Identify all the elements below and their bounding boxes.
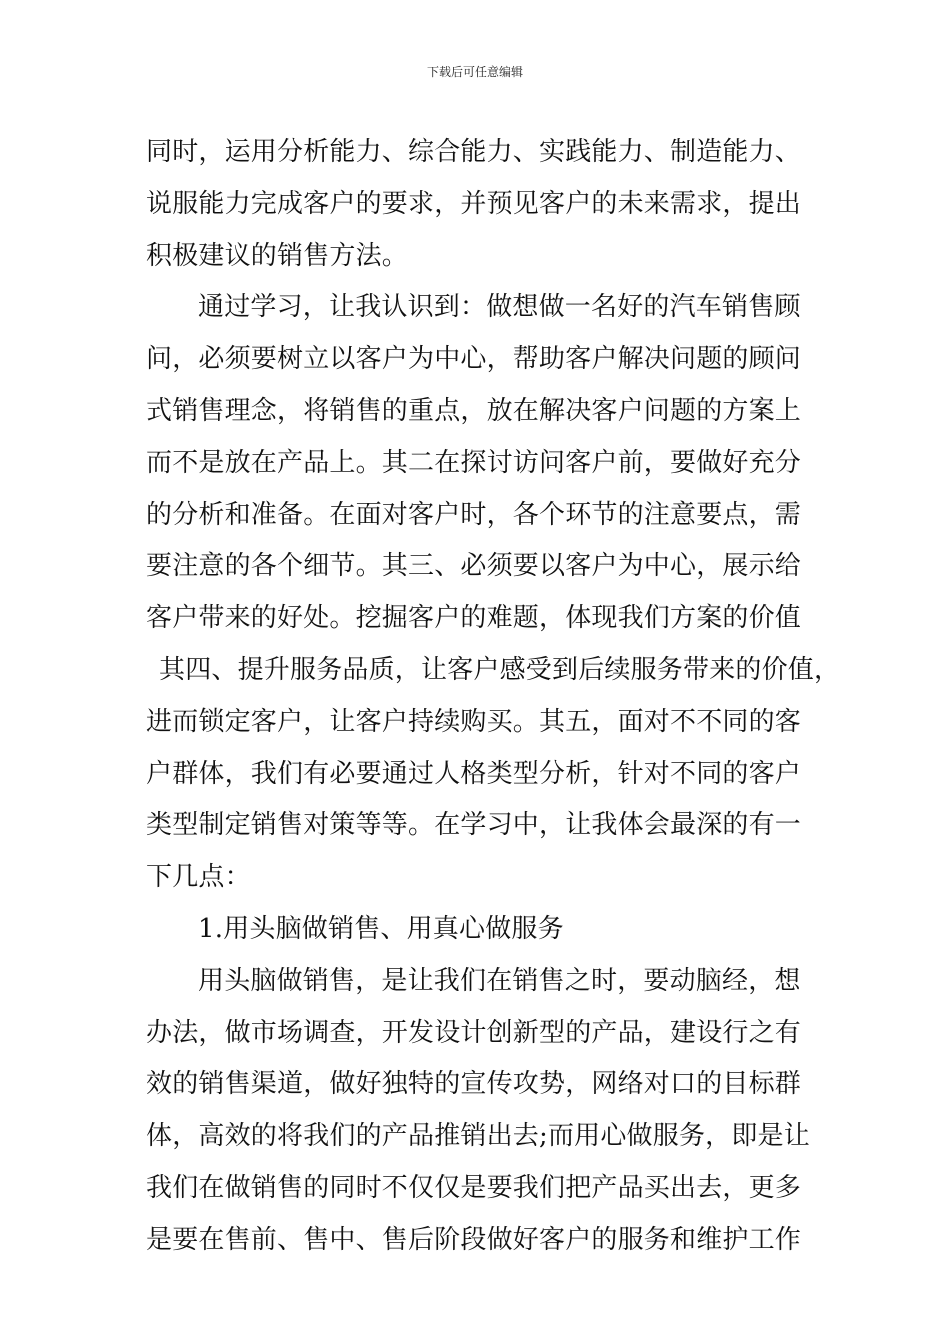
paragraph-line: 是要在售前、售中、售后阶段做好客户的服务和维护工作 (146, 1224, 802, 1255)
paragraph-line: 说服能力完成客户的要求，并预见客户的未来需求，提出 (146, 188, 802, 219)
paragraph-line: 问，必须要树立以客户为中心，帮助客户解决问题的顾问 (146, 344, 802, 375)
page-header-note: 下载后可任意编辑 (426, 65, 523, 79)
paragraph-line: 客户带来的好处。挖掘客户的难题，体现我们方案的价值 (146, 603, 802, 634)
paragraph-line: 用头脑做销售，是让我们在销售之时，要动脑经，想 (198, 965, 801, 996)
paragraph-line: 式销售理念，将销售的重点，放在解决客户问题的方案上 (146, 395, 802, 426)
paragraph-line: 办法，做市场调查，开发设计创新型的产品，建设行之有 (146, 1017, 802, 1048)
paragraph-line: 积极建议的销售方法。 (146, 240, 409, 271)
paragraph-line: 类型制定销售对策等等。在学习中，让我体会最深的有一 (146, 810, 802, 841)
paragraph-line: 体，高效的将我们的产品推销出去;而用心做服务，即是让 (146, 1121, 810, 1152)
paragraph-line: 通过学习，让我认识到：做想做一名好的汽车销售顾 (198, 292, 801, 323)
paragraph-line: 的分析和准备。在面对客户时，各个环节的注意要点，需 (146, 499, 802, 530)
paragraph-line: 进而锁定客户，让客户持续购买。其五，面对不不同的客 (146, 706, 802, 737)
body-text (146, 127, 841, 1267)
paragraph-line: 要注意的各个细节。其三、必须要以客户为中心，展示给 (146, 551, 802, 582)
paragraph-line: 下几点： (146, 862, 251, 893)
paragraph-line: 户群体，我们有必要通过人格类型分析，针对不同的客户 (146, 758, 802, 789)
paragraph-line: 同时，运用分析能力、综合能力、实践能力、制造能力、 (146, 137, 802, 167)
paragraph-line: 而不是放在产品上。其二在探讨访问客户前，要做好充分 (146, 447, 802, 478)
paragraph-line: 我们在做销售的同时不仅仅是要我们把产品买出去，更多 (146, 1172, 802, 1203)
section-heading: 1.用头脑做销售、用真心做服务 (198, 913, 564, 944)
paragraph-line: 其四、提升服务品质，让客户感受到后续服务带来的价值， (159, 654, 841, 685)
paragraph-line: 效的销售渠道，做好独特的宣传攻势，网络对口的目标群 (146, 1069, 802, 1100)
